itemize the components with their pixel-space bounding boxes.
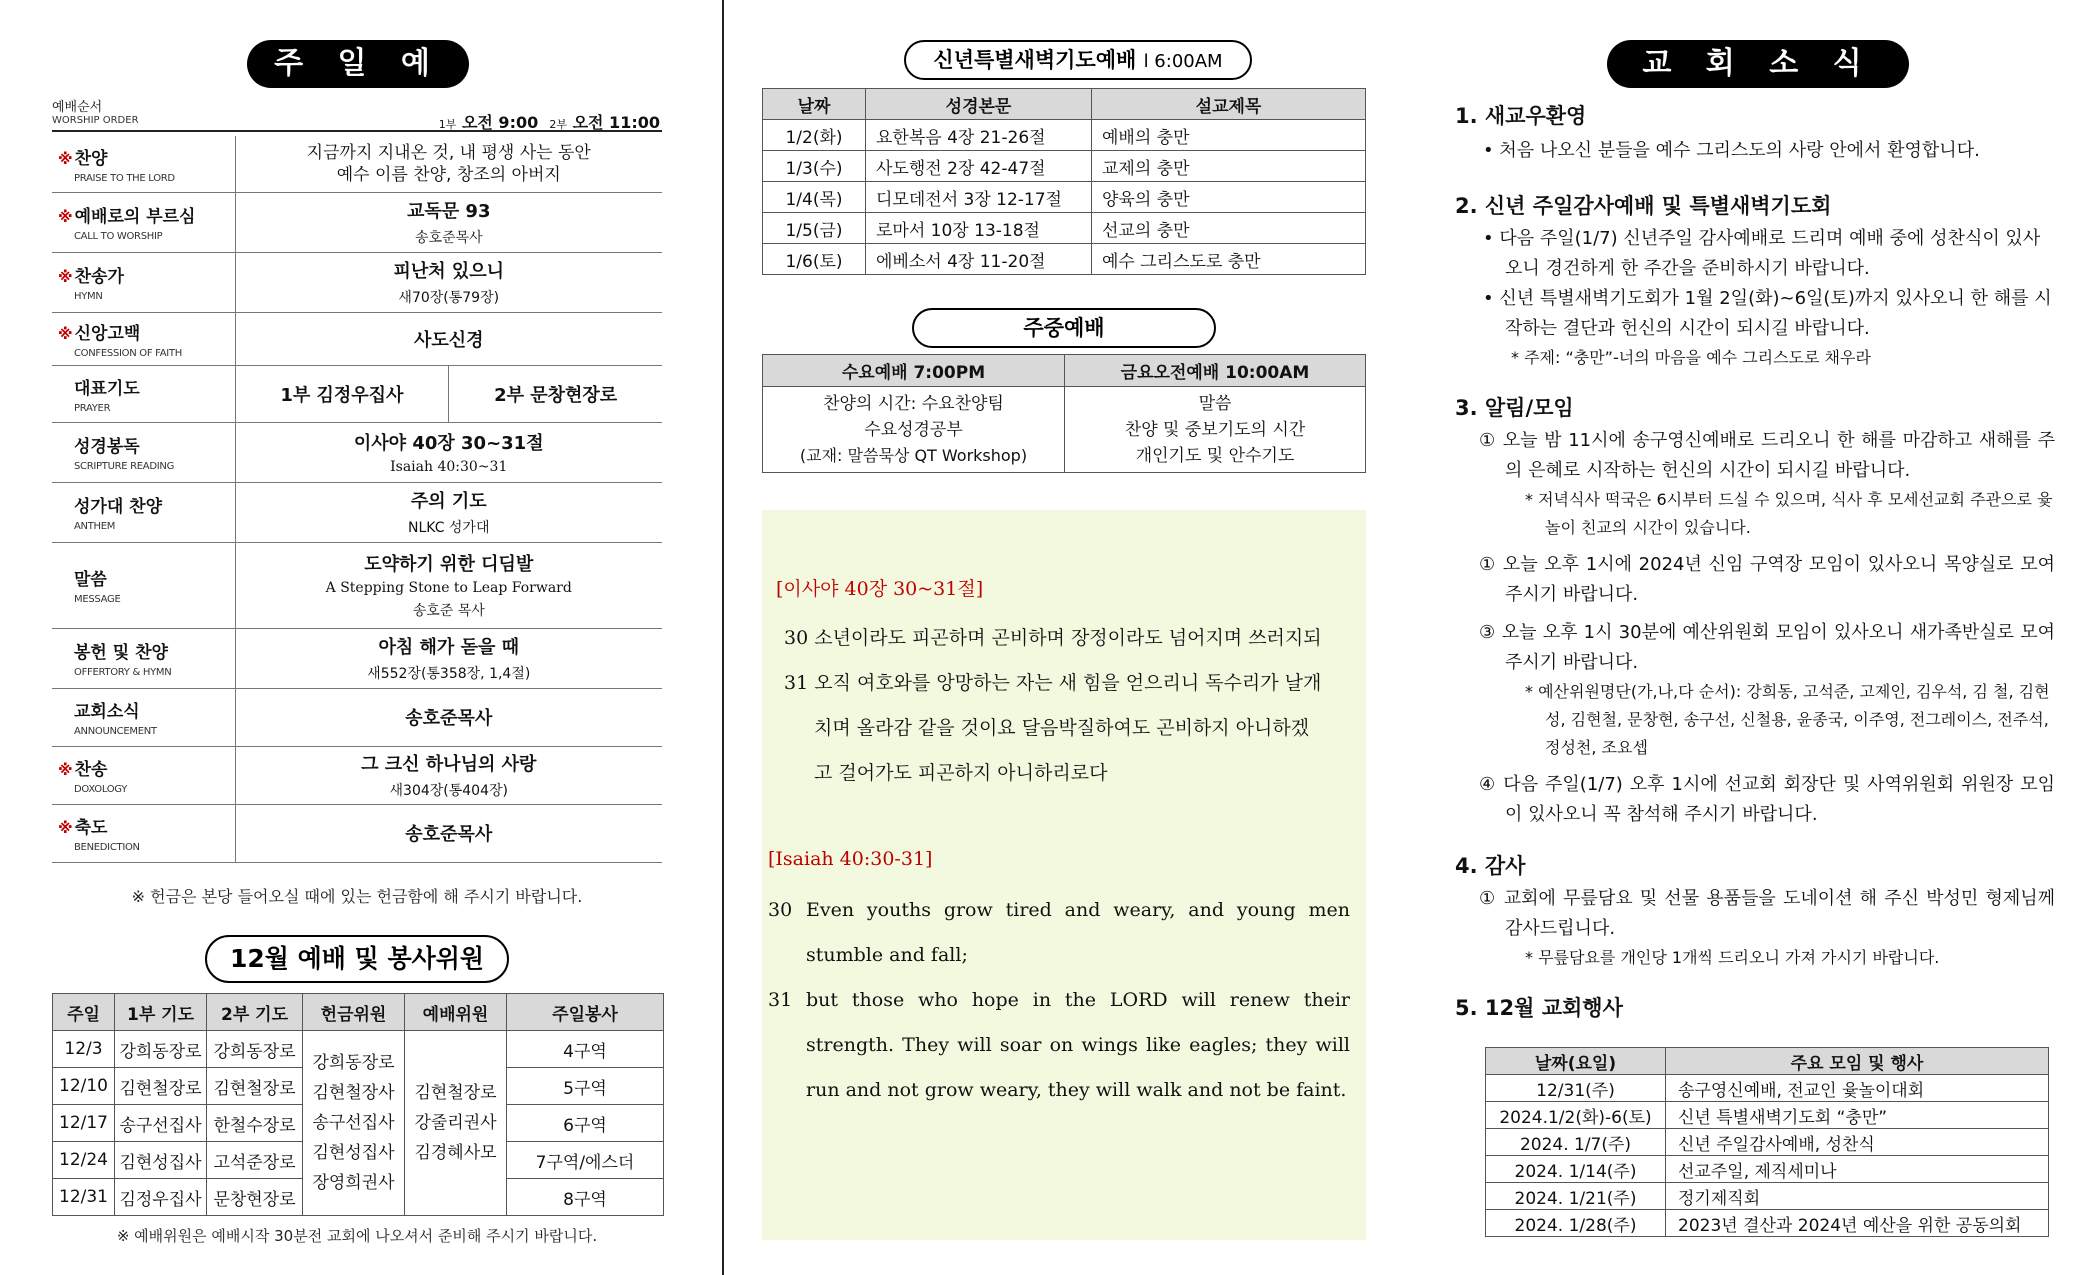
friday-header: 금요오전예배 10:00AM [1065, 355, 1366, 387]
scripture-box [762, 510, 1366, 1240]
event-row: 2024. 1/28(주) 2023년 결산과 2024년 예산을 위한 공동의회 [1486, 1210, 2049, 1237]
english-scripture-ref: [Isaiah 40:30-31] [768, 848, 933, 870]
event-row: 2024. 1/21(주) 정기제직회 [1486, 1183, 2049, 1210]
prayer-service2: 2부 문창현장로 [494, 384, 618, 406]
order-row-doxology: ※ 찬송 DOXOLOGY 그 크신 하나님의 사랑 새304장(통404장) [52, 746, 662, 804]
order-row-confession: ※ 신앙고백 CONFESSION OF FAITH 사도신경 [52, 312, 662, 365]
duty-row: 12/31 김정우집사 문창현장로 8구역 [53, 1179, 664, 1216]
order-row-benediction: ※ 축도 BENEDICTION 송호준목사 [52, 804, 662, 862]
dawn-row: 1/2(화) 요한복음 4장 21-26절 예배의 충만 [763, 120, 1366, 151]
event-row: 12/31(주) 송구영신예배, 전교인 윷놀이대회 [1486, 1075, 2049, 1102]
wednesday-content: 찬양의 시간: 수요찬양팀 수요성경공부 (교재: 말씀묵상 QT Workshop) [763, 387, 1065, 473]
duty-table [52, 993, 664, 1216]
duty-header-offering: 헌금위원 [303, 994, 405, 1031]
order-row-anthem: 성가대 찬양 ANTHEM 주의 기도 NLKC 성가대 [52, 482, 662, 542]
duty-row: 12/3 강희동장로 강희동장로 강희동장로 김현철장사 송구선집사 김현성집사 장영희권사 김현철장로 강줄리권사 김경혜사모 4구역 [53, 1031, 664, 1068]
order-row-hymn: ※ 찬송가 HYMN 피난처 있으니 새70장(통79장) [52, 252, 662, 312]
friday-content: 말씀 찬양 및 중보기도의 시간 개인기도 및 안수기도 [1065, 387, 1366, 473]
order-row-message: 말씀 MESSAGE 도약하기 위한 디딤발 A Stepping Stone to Leap Forward 송호준 목사 [52, 542, 662, 628]
order-label-ko: 예배순서 [52, 100, 103, 115]
column-divider [722, 0, 724, 1275]
wednesday-header: 수요예배 7:00PM [763, 355, 1065, 387]
korean-scripture: 30 소년이라도 피곤하며 곤비하며 장정이라도 넘어지며 쓰러지되 31 오직 여호와를 앙망하는 자는 새 힘을 얻으리니 독수리가 날개 치며 올라감 같을 것이요 달음박질하여도 곤비하지 아니하겠 고 걸어가도 피곤하지 아니하리로다 [784, 627, 1322, 784]
dawn-title: 신년특별새벽기도예배 l 6:00AM [904, 40, 1252, 80]
order-row-offertory: 봉헌 및 찬양 OFFERTORY & HYMN 아침 해가 돋을 때 새552장(통358장, 1,4절) [52, 628, 662, 688]
news-section-welcome: 1. 새교우환영 [1455, 104, 1587, 128]
prayer-service1: 1부 김정우집사 [236, 366, 450, 422]
order-row-call: ※ 예배로의 부르심 CALL TO WORSHIP 교독문 93 송호준목사 [52, 192, 662, 252]
midweek-table [762, 354, 1366, 473]
duty-header-ushers: 예배위원 [405, 994, 507, 1031]
worship-order-header [52, 96, 662, 132]
order-label-en: WORSHIP ORDER [52, 115, 139, 126]
event-row: 2024. 1/14(주) 선교주일, 제직세미나 [1486, 1156, 2049, 1183]
offering-note: ※ 헌금은 본당 들어오실 때에 있는 헌금함에 해 주시기 바랍니다. [131, 887, 583, 906]
news-section-newyear: 2. 신년 주일감사예배 및 특별새벽기도회 [1455, 194, 1832, 218]
dawn-row: 1/4(목) 디모데전서 3장 12-17절 양육의 충만 [763, 182, 1366, 213]
midweek-title: 주중예배 [912, 308, 1216, 348]
duty-row: 12/24 김현성집사 고석준장로 7구역/에스더 [53, 1142, 664, 1179]
worship-column [52, 0, 662, 1275]
news-column [1455, 0, 2055, 1275]
event-row: 2024. 1/7(주) 신년 주일감사예배, 성찬식 [1486, 1129, 2049, 1156]
worship-title: 주 일 예 배 [247, 40, 469, 88]
events-table: 날짜(요일) 주요 모임 및 행사 12/31(주) 송구영신예배, 전교인 윷놀이대회 2024.1/2(화)-6(토) 신년 특별새벽기도회 “충만” 2024. 1/7(주) 신년 주일감사예배, 성찬식 2024. 1/14(주) 선교주일, 제직세미나 2024. 1/21(주) 정기제직회 2024. 1/28(주) 2023년 결산과 2024년 예산을 위한 공동의회 [1485, 1047, 2049, 1237]
order-row-praise: ※ 찬양 PRAISE TO THE LORD 지금까지 지내온 것, 내 평생 사는 동안 예수 이름 찬양, 창조의 아버지 [52, 136, 662, 192]
event-row: 2024.1/2(화)-6(토) 신년 특별새벽기도회 “충만” [1486, 1102, 2049, 1129]
schedule-column [762, 0, 1366, 1275]
offering-committee: 강희동장로 김현철장사 송구선집사 김현성집사 장영희권사 [303, 1031, 405, 1216]
usher-committee: 김현철장로 강줄리권사 김경혜사모 [405, 1031, 507, 1216]
dawn-row: 1/5(금) 로마서 10장 13-18절 선교의 충만 [763, 213, 1366, 244]
duty-header-service: 주일봉사 [507, 994, 664, 1031]
dawn-row: 1/6(토) 에베소서 4장 11-20절 예수 그리스도로 충만 [763, 244, 1366, 275]
dawn-table: 날짜 성경본문 설교제목 1/2(화) 요한복음 4장 21-26절 예배의 충만 1/3(수) 사도행전 2장 42-47절 교제의 충만 1/4(목) 디모데전서 3장 12-17절 양육의 충만 1/5(금) 로마서 10장 13-18절 선교의 충만 1/6(토) 에베소서 4장 11-20절 예수 그리스도로 충만 [762, 88, 1366, 275]
service-times: 1부 오전 9:00 2부 오전 11:00 [438, 113, 660, 132]
order-row-announcement: 교회소식 ANNOUNCEMENT 송호준목사 [52, 688, 662, 746]
duty-header-date: 주일 [53, 994, 115, 1031]
usher-note: ※ 예배위원은 예배시작 30분전 교회에 나오셔서 준비해 주시기 바랍니다. [116, 1227, 598, 1245]
duty-header-prayer2: 2부 기도 [207, 994, 303, 1031]
english-scripture: 30 Even youths grow tired and weary, and young men stumble and fall; 31 but those who hope in the LORD will renew their strength. They will soar on wings like eagles; they will run and not grow weary, they will walk and not be faint. [768, 899, 1350, 1101]
news-title: 교 회 소 식 [1607, 40, 1909, 88]
duty-row: 12/17 송구선집사 한철수장로 6구역 [53, 1105, 664, 1142]
duty-title: 12월 예배 및 봉사위원 [205, 935, 509, 983]
duty-row: 12/10 김현철장로 김현철장로 5구역 [53, 1068, 664, 1105]
news-section-events: 5. 12월 교회행사 [1455, 996, 1623, 1020]
news-section-thanks: 4. 감사 [1455, 854, 1526, 878]
news-section-notices: 3. 알림/모임 [1455, 396, 1574, 420]
order-row-prayer: 대표기도 PRAYER 1부 김정우집사 2부 문창현장로 [52, 365, 662, 422]
news-body: 1. 새교우환영 • 처음 나오신 분들을 예수 그리스도의 사랑 안에서 환영합니다. 2. 신년 주일감사예배 및 특별새벽기도회 • 다음 주일(1/7) 신년주일 감사예배로 드리며 예배 중에 성찬식이 있사오니 경건하게 한 주간을 준비하시기 바랍니다. • 신년 특별새벽기도회가 1월 2일(화)~6일(토)까지 있사오니 한 해를 시작하는 결단과 헌신의 시간이 되시길 바랍니다. * 주제: “충만”-너의 마음을 예수 그리스도로 채우라 3. 알림/모임 ① 오늘 밤 11시에 송구영신예배로 드리오니 한 해를 마감하고 새해를 주의 은혜로 시작하는 헌신의 시간이 되시길 바랍니다. * 저녁식사 떡국은 6시부터 드실 수 있으며, 식사 후 모세선교회 주관으로 윷놀이 친교의 시간이 있습니다. ① 오늘 오후 1시에 2024년 신임 구역장 모임이 있사오니 목양실로 모여주시기 바랍니다. ③ 오늘 오후 1시 30분에 예산위원회 모임이 있사오니 새가족반실로 모여 주시기 바랍니다. * 예산위원명단(가,나,다 순서): 강희동, 고석준, 고제인, 김우석, 김 철, 김현성, 김현철, 문창현, 송구선, 신철용, 윤종국, 이주영, 전그레이스, 전주석,정성천, 조요셉 ④ 다음 주일(1/7) 오후 1시에 선교회 회장단 및 사역위원회 위원장 모임이 있사오니 꼭 참석해 주시기 바랍니다. 4. 감사 ① 교회에 무릎담요 및 선물 용품들을 도네이션 해 주신 박성민 형제님께 감사드립니다. * 무릎담요를 개인당 1개씩 드리오니 가져 가시기 바랍니다. 5. 12월 교회행사 [1455, 100, 2055, 1022]
duty-header-prayer1: 1부 기도 [115, 994, 207, 1031]
dawn-row: 1/3(수) 사도행전 2장 42-47절 교제의 충만 [763, 151, 1366, 182]
order-row-scripture: 성경봉독 SCRIPTURE READING 이사야 40장 30~31절 Isaiah 40:30~31 [52, 422, 662, 482]
worship-order-table [52, 136, 662, 863]
korean-scripture-ref: [이사야 40장 30~31절] [776, 578, 984, 600]
